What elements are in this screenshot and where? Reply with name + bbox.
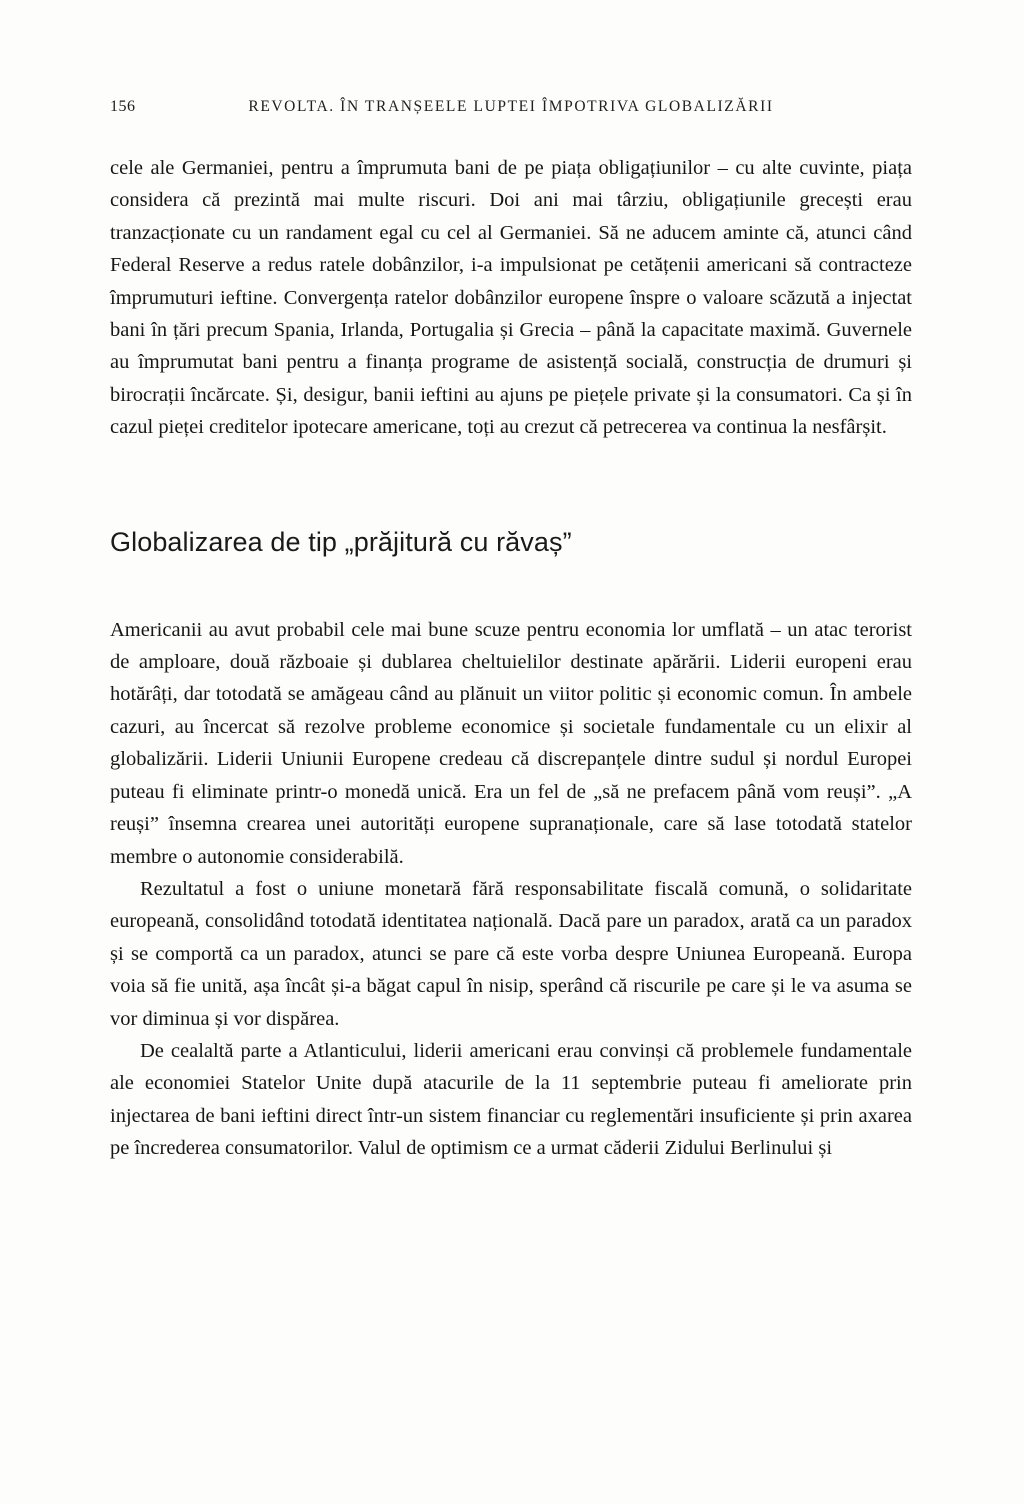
paragraph: Rezultatul a fost o uniune monetară fără responsabilitate fiscală comună, o solidaritate europeană, consolidând totodată identitatea națională. Dacă pare un paradox, arată ca un paradox și se comportă ca un paradox, atunci se pare că este vorba despre Uniunea Europeană. Europa voia să fie unită, așa încât și-a băgat capul în nisip, sperând că riscurile pe care și le va asuma se vor diminua și vor dispărea. bbox=[110, 877, 912, 1030]
running-header-title: REVOLTA. ÎN TRANȘEELE LUPTEI ÎMPOTRIVA GLOBALIZĂRII bbox=[248, 98, 774, 115]
section-heading: Globalizarea de tip „prăjitură cu răvaș” bbox=[110, 526, 572, 557]
page-number: 156 bbox=[110, 98, 136, 115]
paragraph: De cealaltă parte a Atlanticului, liderii americani erau convinși că problemele fundamentale ale economiei Statelor Unite după atacurile de la 11 septembrie puteau fi ameliorate prin injectarea de bani ieftini direct într-un sistem financiar cu reglementări insuficiente și prin axarea pe încrederea consumatorilor. Valul de optimism ce a urmat căderii Zidului Berlinului și bbox=[110, 1039, 912, 1160]
paragraph-continuation: cele ale Germaniei, pentru a împrumuta bani de pe piața obligațiunilor – cu alte cuvinte, piața considera că prezintă mai multe riscuri. Doi ani mai târziu, obligațiunile grecești erau tranzacționate cu un randament egal cu cel al Germaniei. Să ne aducem aminte că, atunci când Federal Reserve a redus ratele dobânzilor, i-a impulsionat pe cetățenii americani să contracteze împrumuturi ieftine. Convergența ratelor dobânzilor europene înspre o valoare scăzută a injectat bani în țări precum Spania, Irlanda, Portugalia și Grecia – până la capacitate maximă. Guvernele au împrumutat bani pentru a finanța programe de asistență socială, construcția de drumuri și birocrații încărcate. Și, desigur, banii ieftini au ajuns pe piețele private și la consumatori. Ca și în cazul pieței creditelor ipotecare americane, toți au crezut că petrecerea va continua la nesfârșit. bbox=[110, 157, 912, 439]
paragraph: Americanii au avut probabil cele mai bune scuze pentru economia lor umflată – un atac terorist de amploare, două războaie și dublarea cheltuielilor destinate apărării. Liderii europeni erau hotărâți, dar totodată se amăgeau când au plănuit un viitor politic și economic comun. În ambele cazuri, au încercat să rezolve probleme economice și societale fundamentale cu un elixir al globalizării. Liderii Uniunii Europene credeau că discrepanțele dintre sudul și nordul Europei puteau fi eliminate printr-o monedă unică. Era un fel de „să ne prefacem până vom reuși”. „A reuși” însemna crearea unei autorități europene supranaționale, care să lase totodată statelor membre o autonomie considerabilă. bbox=[110, 618, 912, 868]
page-body bbox=[110, 152, 912, 1165]
page-header bbox=[110, 96, 912, 118]
